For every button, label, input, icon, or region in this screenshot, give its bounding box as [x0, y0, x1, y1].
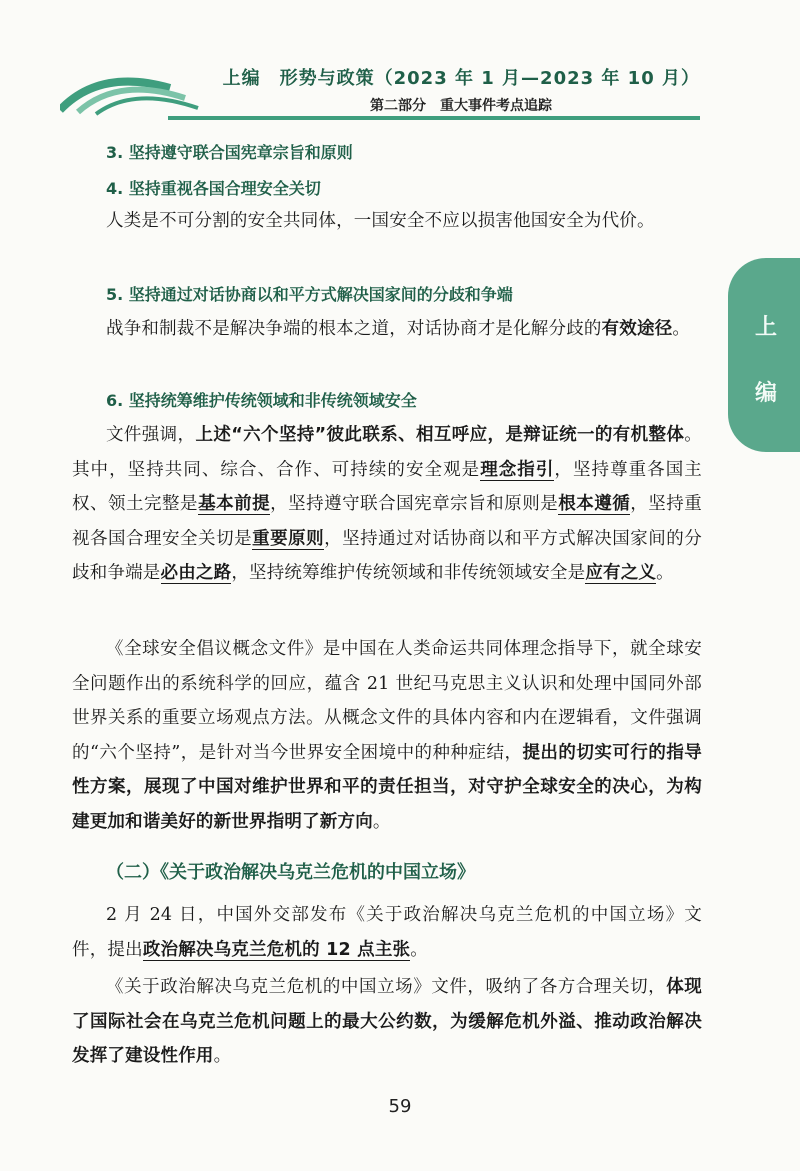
side-tab [728, 258, 800, 452]
green-arc-logo-icon [60, 58, 200, 118]
p3-key-term-6: 应有之义 [585, 563, 657, 583]
p5-text-1: 2 月 24 日，中国外交部发布《关于政治解决乌克兰危机的中国立场》文件，提出 [72, 905, 702, 960]
side-tab-char-1: 上 [754, 315, 777, 340]
paragraph-3 [72, 418, 702, 591]
heading-5: 5. 坚持通过对话协商以和平方式解决国家间的分歧和争端 [106, 285, 513, 304]
p3-text-1: 文件强调， [106, 425, 196, 445]
p2-text-1: 战争和制裁不是解决争端的根本之道，对话协商才是化解分歧的 [106, 319, 602, 339]
p3-text-4: ，坚持遵守联合国宪章宗旨和原则是 [270, 494, 559, 514]
side-tab-char-2: 编 [754, 381, 777, 406]
p3-text-6: ，坚持通过对话协商以和平方式解决国家间的分歧和争端是 [72, 528, 703, 583]
header-title: 上编 形势与政策（2023 年 1 月—2023 年 10 月） [222, 68, 700, 89]
p2-emphasis: 有效途径 [601, 319, 673, 339]
paragraph-6 [72, 970, 702, 1074]
p3-key-term-4: 重要原则 [252, 528, 325, 549]
p3-text-7: ，坚持统筹维护传统领域和非传统领域安全是 [231, 563, 586, 583]
p6-emphasis: 体现了国际社会在乌克兰危机问题上的最大公约数，为缓解危机外溢、推动政治解决发挥了建设性作用 [72, 977, 702, 1066]
p1-text: 人类是不可分割的安全共同体，一国安全不应以损害他国安全为代价。 [106, 211, 655, 231]
heading-3: 3. 坚持遵守联合国宪章宗旨和原则 [106, 143, 353, 162]
paragraph-4 [72, 632, 702, 839]
p4-text-1: 《全球安全倡议概念文件》是中国在人类命运共同体理念指导下，就全球安全问题作出的系统科学的回应，蕴含 21 世纪马克思主义认识和处理中国同外部世界关系的重要立场观点方法。从概念文件的具体内容和内在逻辑看，文件强调的“六个坚持”，是针对当今世界安全困境中的种种症结， [72, 639, 702, 763]
heading-6: 6. 坚持统筹维护传统领域和非传统领域安全 [106, 391, 417, 410]
page-number: 59 [388, 1096, 412, 1117]
p5-text-2: 。 [410, 939, 428, 960]
p6-text-1: 《关于政治解决乌克兰危机的中国立场》文件，吸纳了各方合理关切， [106, 977, 667, 997]
paragraph-5 [72, 898, 702, 967]
p3-key-term-2: 基本前提 [198, 494, 271, 514]
header-rule [168, 116, 700, 120]
p4-emphasis: 提出的切实可行的指导性方案，展现了中国对维护世界和平的责任担当，对守护全球安全的决心，为构建更加和谐美好的新世界指明了新方向 [72, 742, 702, 832]
p3-key-term-1: 理念指引 [480, 459, 555, 480]
section-heading-2: （二）《关于政治解决乌克兰危机的中国立场》 [106, 862, 475, 883]
p5-key-term: 政治解决乌克兰危机的 12 点主张 [142, 939, 411, 960]
page-header [0, 0, 800, 135]
p3-emphasis: 上述“六个坚持”彼此联系、相互呼应，是辩证统一的有机整体 [195, 425, 685, 445]
header-subtitle: 第二部分 重大事件考点追踪 [370, 98, 552, 114]
p2-text-2: 。 [672, 319, 691, 339]
p6-text-2: 。 [213, 1046, 232, 1066]
p3-key-term-3: 根本遵循 [558, 494, 631, 514]
p3-text-5: ，坚持重视各国合理安全关切是 [72, 494, 702, 549]
p3-text-2: 。其中，坚持共同、综合、合作、可持续的安全观是 [72, 425, 702, 480]
paragraph-1 [72, 204, 702, 239]
p3-text-8: 。 [656, 563, 674, 583]
paragraph-2 [72, 312, 702, 347]
p4-text-2: 。 [372, 811, 391, 832]
p3-key-term-5: 必由之路 [160, 563, 232, 583]
heading-4: 4. 坚持重视各国合理安全关切 [106, 179, 321, 198]
p3-text-3: ，坚持尊重各国主权、领土完整是 [72, 459, 702, 514]
